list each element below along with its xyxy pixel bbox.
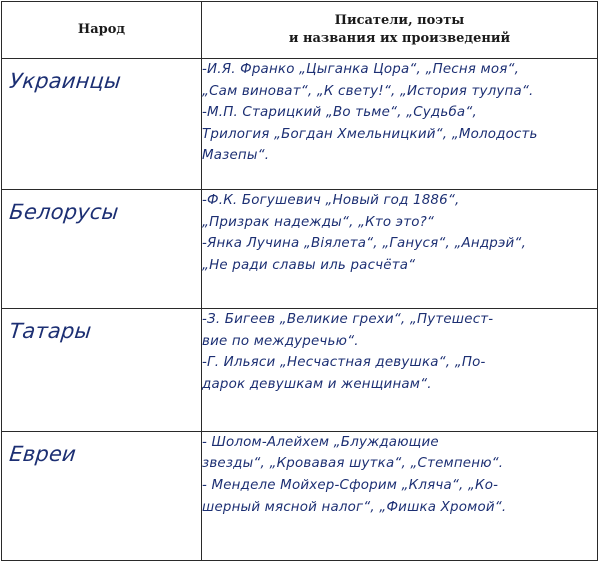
people-cell xyxy=(2,190,202,309)
works-line: „Сам виноват“, „К свету!“, „История тулупа“. xyxy=(202,83,534,99)
header-works xyxy=(202,2,598,59)
works-line: дарок девушкам и женщинам“. xyxy=(202,376,432,392)
header-row xyxy=(2,2,598,59)
works-line: -Янка Лучина „Віялета“, „Гануся“, „Андрэй“, xyxy=(202,236,527,252)
works-line: -Ф.К. Богушевич „Новый год 1886“, xyxy=(202,193,460,209)
people-name: Белорусы xyxy=(8,200,120,225)
table-row xyxy=(2,431,598,560)
works-line: звезды“, „Кровавая шутка“, „Стемпеню“. xyxy=(202,456,504,472)
works-line: Трилогия „Богдан Хмельницкий“, „Молодость xyxy=(202,126,538,142)
works-line: - Менделе Мойхер-Сфорим „Кляча“, „Ко- xyxy=(202,478,499,494)
works-cell xyxy=(202,308,598,431)
works-cell xyxy=(202,431,598,560)
writers-table xyxy=(1,1,598,561)
header-works-line2: и названия их произведений xyxy=(288,31,511,46)
header-people-label: Народ xyxy=(77,22,126,37)
people-cell xyxy=(2,431,202,560)
table-row xyxy=(2,59,598,190)
works-line: -Г. Ильяси „Несчастная девушка“, „По- xyxy=(202,355,486,371)
works-line: „Не ради славы иль расчёта“ xyxy=(202,257,416,273)
people-name: Украинцы xyxy=(8,69,123,93)
works-line: -И.Я. Франко „Цыганка Цора“, „Песня моя“, xyxy=(202,62,520,77)
table-row xyxy=(2,308,598,431)
works-line: -М.П. Старицкий „Во тьме“, „Судьба“, xyxy=(202,105,477,121)
works-line: Мазепы“. xyxy=(202,148,270,164)
people-cell xyxy=(2,308,202,431)
works-line: шерный мясной налог“, „Фишка Хромой“. xyxy=(202,499,507,515)
works-cell xyxy=(202,190,598,309)
works-line: - Шолом-Алейхем „Блуждающие xyxy=(202,434,439,450)
works-line: -З. Бигеев „Великие грехи“, „Путешест- xyxy=(202,311,494,327)
people-name: Евреи xyxy=(8,441,78,466)
works-cell xyxy=(202,59,598,190)
works-line: „Призрак надежды“, „Кто это?“ xyxy=(202,214,435,230)
header-works-line1: Писатели, поэты xyxy=(334,13,465,28)
header-people xyxy=(2,2,202,59)
people-name: Татары xyxy=(8,318,93,343)
works-line: вие по междуречью“. xyxy=(202,333,359,349)
people-cell xyxy=(2,59,202,190)
table-row xyxy=(2,190,598,309)
